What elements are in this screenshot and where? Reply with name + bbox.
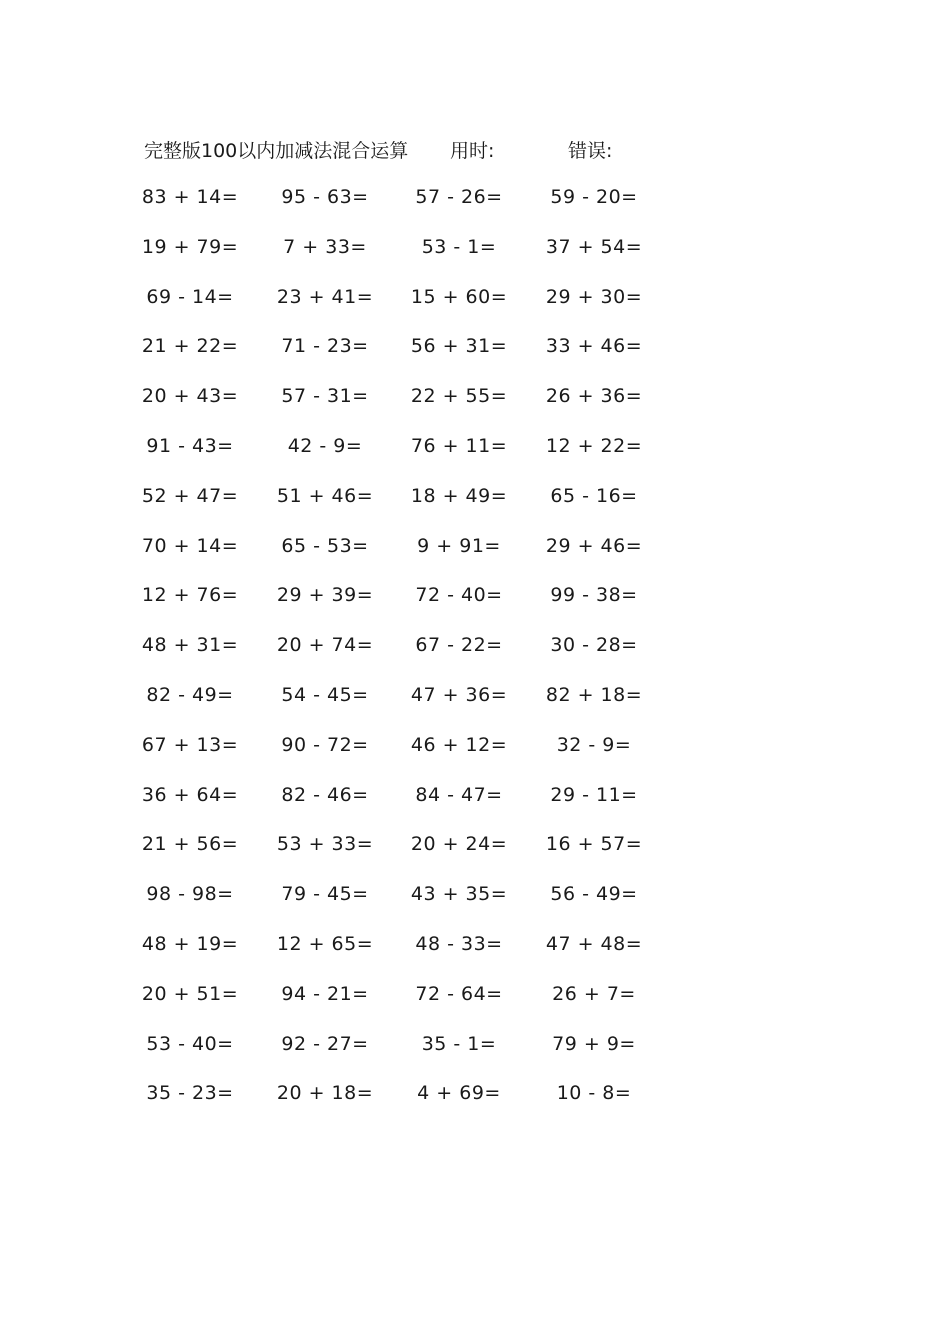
problem-item: 48 + 31= bbox=[141, 634, 239, 657]
problem-item: 23 + 41= bbox=[276, 285, 374, 308]
problem-item: 36 + 64= bbox=[141, 783, 239, 806]
problem-item: 71 - 23= bbox=[281, 335, 369, 358]
problem-item: 91 - 43= bbox=[146, 434, 234, 457]
problem-item: 90 - 72= bbox=[281, 733, 369, 756]
problem-item: 67 - 22= bbox=[415, 634, 503, 657]
problem-item: 51 + 46= bbox=[276, 484, 374, 507]
problem-item: 18 + 49= bbox=[410, 484, 508, 507]
problem-row bbox=[0, 883, 950, 933]
problem-row bbox=[0, 584, 950, 634]
problem-item: 69 - 14= bbox=[146, 285, 234, 308]
problem-item: 12 + 65= bbox=[276, 932, 374, 955]
problem-row bbox=[0, 983, 950, 1033]
problem-item: 37 + 54= bbox=[545, 235, 643, 258]
problem-row bbox=[0, 684, 950, 734]
problem-row bbox=[0, 286, 950, 336]
problem-row bbox=[0, 435, 950, 485]
problem-item: 9 + 91= bbox=[417, 534, 501, 557]
problem-item: 20 + 43= bbox=[141, 385, 239, 408]
problem-item: 72 - 64= bbox=[415, 982, 503, 1005]
problem-item: 46 + 12= bbox=[410, 733, 508, 756]
problem-item: 32 - 9= bbox=[556, 733, 632, 756]
problem-item: 10 - 8= bbox=[556, 1082, 632, 1105]
problem-item: 20 + 74= bbox=[276, 634, 374, 657]
problem-item: 48 + 19= bbox=[141, 932, 239, 955]
worksheet-header bbox=[0, 136, 950, 166]
problem-item: 84 - 47= bbox=[415, 783, 503, 806]
problem-row bbox=[0, 933, 950, 983]
problem-item: 72 - 40= bbox=[415, 584, 503, 607]
problem-item: 95 - 63= bbox=[281, 186, 369, 208]
problem-item: 59 - 20= bbox=[550, 186, 638, 208]
problem-item: 33 + 46= bbox=[545, 335, 643, 358]
problem-item: 65 - 16= bbox=[550, 484, 638, 507]
problem-item: 30 - 28= bbox=[550, 634, 638, 657]
problem-item: 12 + 22= bbox=[545, 434, 643, 457]
problem-item: 76 + 11= bbox=[410, 434, 508, 457]
problem-row bbox=[0, 1082, 950, 1132]
problem-item: 79 - 45= bbox=[281, 883, 369, 906]
problem-item: 47 + 36= bbox=[410, 683, 508, 706]
problem-item: 19 + 79= bbox=[141, 235, 239, 258]
problem-item: 20 + 18= bbox=[276, 1082, 374, 1105]
problem-item: 56 + 31= bbox=[410, 335, 508, 358]
time-used-label: 用时: bbox=[450, 140, 495, 162]
problem-item: 42 - 9= bbox=[287, 434, 363, 457]
problem-row bbox=[0, 1033, 950, 1083]
problem-item: 4 + 69= bbox=[417, 1082, 501, 1105]
worksheet-title: 完整版100以内加减法混合运算 bbox=[144, 140, 409, 162]
problem-row bbox=[0, 485, 950, 535]
problem-item: 57 - 26= bbox=[415, 186, 503, 208]
problem-item: 79 + 9= bbox=[552, 1032, 636, 1055]
problem-item: 20 + 24= bbox=[410, 833, 508, 856]
problem-row bbox=[0, 784, 950, 834]
problem-item: 70 + 14= bbox=[141, 534, 239, 557]
problem-item: 22 + 55= bbox=[410, 385, 508, 408]
problem-item: 48 - 33= bbox=[415, 932, 503, 955]
problem-item: 99 - 38= bbox=[550, 584, 638, 607]
problem-row bbox=[0, 833, 950, 883]
problem-item: 57 - 31= bbox=[281, 385, 369, 408]
problem-item: 82 - 46= bbox=[281, 783, 369, 806]
problem-item: 56 - 49= bbox=[550, 883, 638, 906]
problem-item: 54 - 45= bbox=[281, 683, 369, 706]
problem-row bbox=[0, 236, 950, 286]
problem-item: 82 + 18= bbox=[545, 683, 643, 706]
problem-item: 65 - 53= bbox=[281, 534, 369, 557]
problem-item: 67 + 13= bbox=[141, 733, 239, 756]
problem-item: 29 + 39= bbox=[276, 584, 374, 607]
problem-item: 52 + 47= bbox=[141, 484, 239, 507]
problem-row bbox=[0, 335, 950, 385]
problem-item: 94 - 21= bbox=[281, 982, 369, 1005]
errors-label: 错误: bbox=[568, 140, 613, 162]
problem-row bbox=[0, 186, 950, 236]
problem-grid bbox=[0, 186, 950, 1132]
problem-row bbox=[0, 634, 950, 684]
problem-item: 7 + 33= bbox=[283, 235, 367, 258]
problem-item: 43 + 35= bbox=[410, 883, 508, 906]
problem-item: 29 + 46= bbox=[545, 534, 643, 557]
problem-item: 98 - 98= bbox=[146, 883, 234, 906]
problem-item: 82 - 49= bbox=[146, 683, 234, 706]
problem-item: 47 + 48= bbox=[545, 932, 643, 955]
problem-row bbox=[0, 385, 950, 435]
problem-row bbox=[0, 734, 950, 784]
problem-item: 16 + 57= bbox=[545, 833, 643, 856]
problem-item: 21 + 56= bbox=[141, 833, 239, 856]
problem-item: 35 - 1= bbox=[421, 1032, 497, 1055]
problem-item: 26 + 7= bbox=[552, 982, 636, 1005]
problem-item: 35 - 23= bbox=[146, 1082, 234, 1105]
problem-item: 21 + 22= bbox=[141, 335, 239, 358]
problem-row bbox=[0, 535, 950, 585]
problem-item: 83 + 14= bbox=[141, 186, 239, 208]
problem-item: 26 + 36= bbox=[545, 385, 643, 408]
problem-item: 29 - 11= bbox=[550, 783, 638, 806]
problem-item: 92 - 27= bbox=[281, 1032, 369, 1055]
problem-item: 12 + 76= bbox=[141, 584, 239, 607]
problem-item: 53 - 40= bbox=[146, 1032, 234, 1055]
problem-item: 20 + 51= bbox=[141, 982, 239, 1005]
problem-item: 15 + 60= bbox=[410, 285, 508, 308]
problem-item: 53 - 1= bbox=[421, 235, 497, 258]
problem-item: 29 + 30= bbox=[545, 285, 643, 308]
problem-item: 53 + 33= bbox=[276, 833, 374, 856]
